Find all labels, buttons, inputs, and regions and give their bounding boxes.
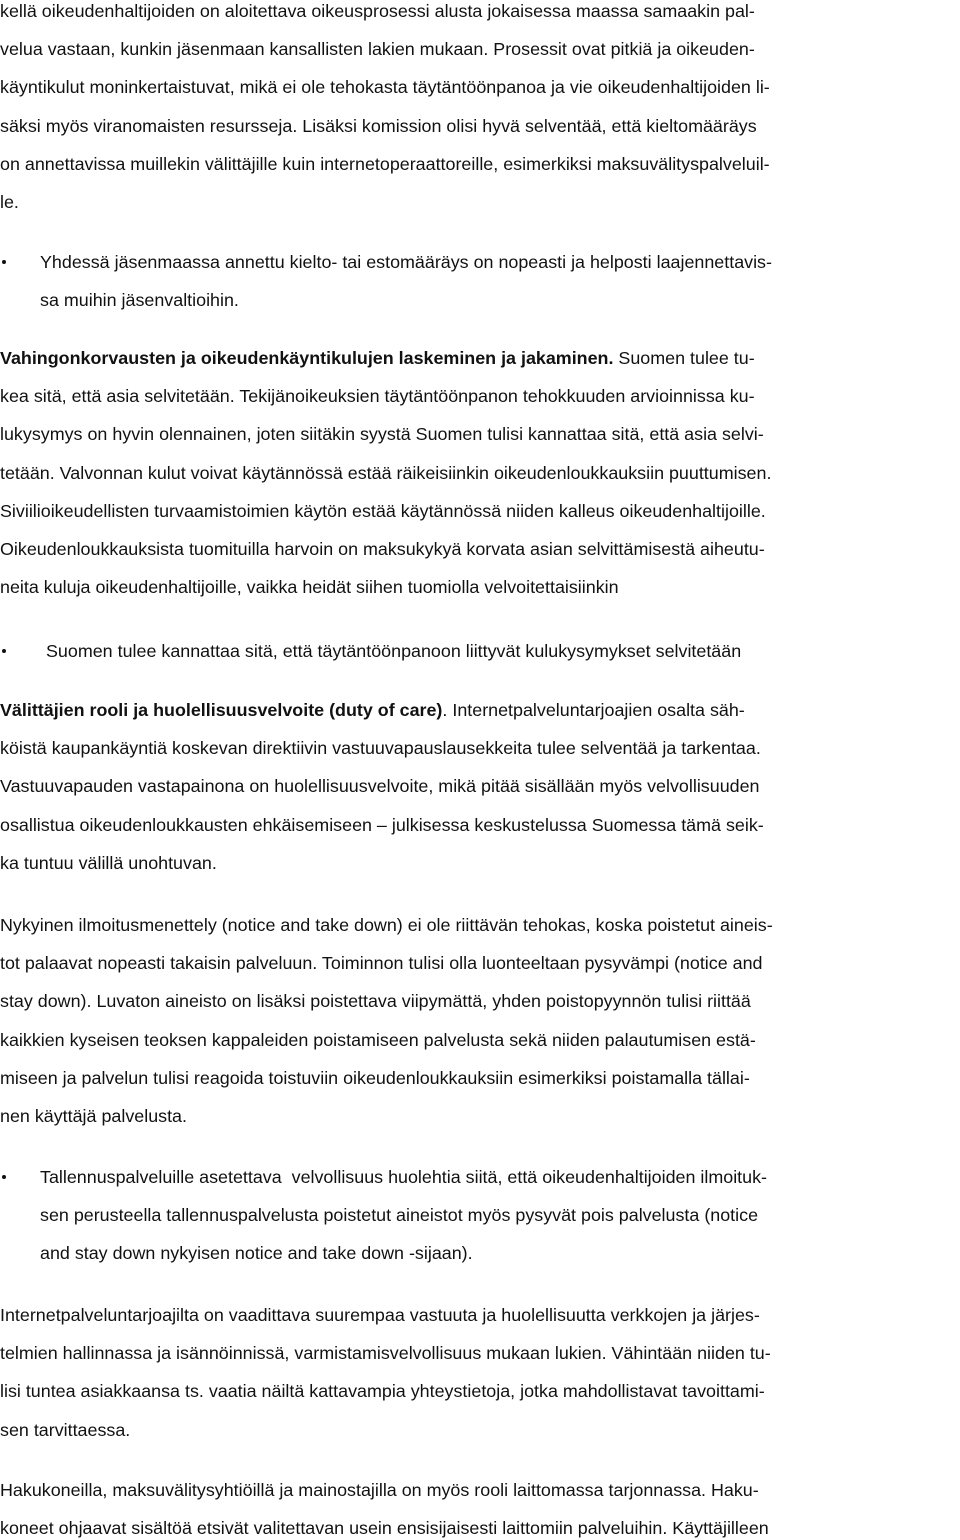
paragraph-notice-takedown bbox=[0, 906, 960, 1135]
text-line: stay down). Luvaton aineisto on lisäksi poistettava viipymättä, yhden poistopyynnön tulisi riittää bbox=[0, 991, 751, 1012]
text-line: and stay down nykyisen notice and take down -sijaan). bbox=[40, 1243, 473, 1264]
bullet-icon bbox=[0, 632, 14, 670]
bullet-text bbox=[46, 632, 960, 670]
text-line: sen tarvittaessa. bbox=[0, 1419, 131, 1440]
paragraph-intermediaries bbox=[0, 691, 960, 882]
text-line: säksi myös viranomaisten resursseja. Lisäksi komission olisi hyvä selventää, että kieltomääräys bbox=[0, 115, 757, 136]
bullet-item-costs bbox=[0, 632, 960, 670]
text-line: köistä kaupankäyntiä koskevan direktiivin vastuuvapauslausekkeita tulee selventää ja tarkentaa. bbox=[0, 738, 761, 759]
section-heading: Välittäjien rooli ja huolellisuusvelvoite (duty of care) bbox=[0, 700, 443, 720]
text-line: kea sitä, että asia selvitetään. Tekijänoikeuksien täytäntöönpanon tehokkuuden arvioinnissa ku- bbox=[0, 386, 755, 407]
text-line: osallistua oikeudenloukkausten ehkäisemiseen – julkisessa keskustelussa Suomessa tämä seik- bbox=[0, 814, 764, 835]
paragraph-damages bbox=[0, 339, 960, 606]
text-line: ka tuntuu välillä unohtuvan. bbox=[0, 852, 217, 873]
text-line: sen perusteella tallennuspalvelusta poistetut aineistot myös pysyvät pois palvelusta (notice bbox=[40, 1205, 759, 1226]
text-line: kaikkien kyseisen teoksen kappaleiden poistamiseen palvelusta sekä niiden palautumisen estä- bbox=[0, 1029, 756, 1050]
bullet-icon bbox=[0, 243, 14, 281]
text-line: lukysymys on hyvin olennainen, joten siitäkin syystä Suomen tulisi kannattaa sitä, että asia selvi- bbox=[0, 424, 764, 445]
text-line: Suomen tulee kannattaa sitä, että täytäntöönpanoon liittyvät kulukysymykset selvitetään bbox=[46, 641, 742, 661]
text-line: Yhdessä jäsenmaassa annettu kielto- tai estomääräys on nopeasti ja helposti laajennettavis- bbox=[40, 252, 772, 272]
bullet-icon bbox=[0, 1158, 14, 1196]
text-line: Siviilioikeudellisten turvaamistoimien käytön estää käytännössä niiden kalleus oikeudenhaltijoille. bbox=[0, 500, 766, 521]
paragraph-intro bbox=[0, 0, 960, 221]
text-line: tetään. Valvonnan kulut voivat käytännössä estää räikeisiinkin oikeudenloukkauksiin puuttumisen. bbox=[0, 462, 772, 483]
text-line: Tallennuspalveluille asetettava velvollisuus huolehtia siitä, että oikeudenhaltijoiden ilmoituk- bbox=[40, 1167, 767, 1187]
bullet-item-storage bbox=[0, 1158, 960, 1273]
text-line: käyntikulut moninkertaistuvat, mikä ei ole tehokasta täytäntöönpanoa ja vie oikeudenhaltijoiden li- bbox=[0, 77, 770, 98]
text-line: nen käyttäjä palvelusta. bbox=[0, 1105, 187, 1126]
text-line: tot palaavat nopeasti takaisin palveluun. Toiminnon tulisi olla luonteeltaan pysyvämpi (notice and bbox=[0, 953, 763, 974]
text-line bbox=[0, 691, 960, 729]
text-line: koneet ohjaavat sisältöä etsivät valitettavan usein ensisijaisesti laittomiin palveluihin. Käyttäjilleen bbox=[0, 1518, 769, 1539]
heading-continuation: . Internetpalveluntarjoajien osalta säh- bbox=[442, 700, 745, 720]
text-line: Vastuuvapauden vastapainona on huolellisuusvelvoite, mikä pitää sisällään myös velvollisuuden bbox=[0, 776, 760, 797]
text-line: telmien hallinnassa ja isännöinnissä, varmistamisvelvollisuus mukaan lukien. Vähintään niiden tu- bbox=[0, 1343, 771, 1364]
text-line: on annettavissa muillekin välittäjille kuin internetoperaattoreille, esimerkiksi maksuvälityspalveluil- bbox=[0, 153, 770, 174]
bullet-text bbox=[40, 243, 960, 319]
section-heading: Vahingonkorvausten ja oikeudenkäyntikulujen laskeminen ja jakaminen. bbox=[0, 348, 614, 368]
text-line: miseen ja palvelun tulisi reagoida toistuviin oikeudenloukkauksiin esimerkiksi poistamalla tällai- bbox=[0, 1067, 750, 1088]
bullet-item-extension bbox=[0, 243, 960, 319]
text-line: Oikeudenloukkauksista tuomituilla harvoin on maksukykyä korvata asian selvittämisestä aiheutu- bbox=[0, 538, 765, 559]
bullet-text bbox=[40, 1158, 960, 1273]
text-line: Hakukoneilla, maksuvälitysyhtiöillä ja mainostajilla on myös rooli laittomassa tarjonnassa. Haku- bbox=[0, 1480, 759, 1500]
paragraph-search-engines bbox=[0, 1471, 960, 1540]
heading-continuation: Suomen tulee tu- bbox=[613, 348, 755, 368]
text-line: sa muihin jäsenvaltioihin. bbox=[40, 290, 239, 311]
text-line: velua vastaan, kunkin jäsenmaan kansallisten lakien mukaan. Prosessit ovat pitkiä ja oikeuden- bbox=[0, 39, 755, 60]
paragraph-responsibility bbox=[0, 1296, 960, 1449]
text-line: lisi tuntea asiakkaansa ts. vaatia näiltä kattavampia yhteystietoja, jotka mahdollistavat tavoittami- bbox=[0, 1381, 765, 1402]
text-line bbox=[0, 339, 960, 377]
text-line: neita kuluja oikeudenhaltijoille, vaikka heidät siihen tuomiolla velvoitettaisiinkin bbox=[0, 577, 619, 598]
text-line: Internetpalveluntarjoajilta on vaadittava suurempaa vastuuta ja huolellisuutta verkkojen ja järjes- bbox=[0, 1305, 760, 1325]
text-line: le. bbox=[0, 191, 19, 212]
text-line: Nykyinen ilmoitusmenettely (notice and take down) ei ole riittävän tehokas, koska poistetut aineis- bbox=[0, 915, 773, 935]
text-line: kellä oikeudenhaltijoiden on aloitettava oikeusprosessi alusta jokaisessa maassa samaakin pal- bbox=[0, 1, 755, 21]
